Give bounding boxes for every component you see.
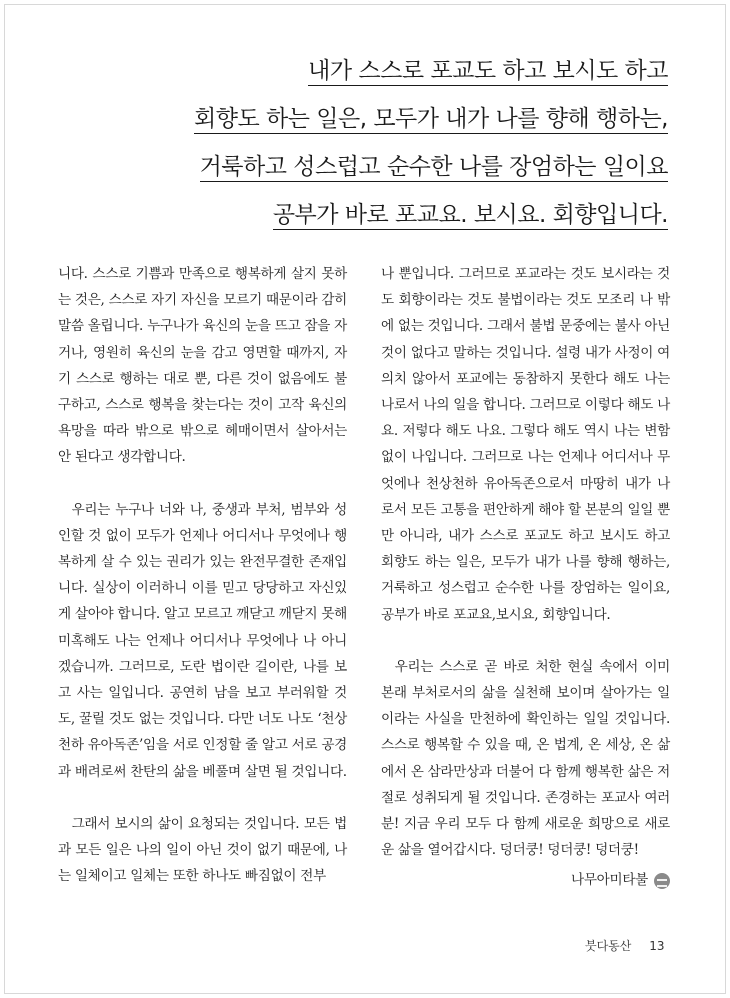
pull-quote-line: 내가 스스로 포교도 하고 보시도 하고 — [308, 58, 668, 84]
page-footer — [585, 937, 664, 954]
closing-prayer-text: 나무아미타불 — [571, 872, 648, 889]
body-paragraph: 나 뿐입니다. 그러므로 포교라는 것도 보시라는 것도 회향이라는 것도 불법이라는 것도 모조리 나 밖에 없는 것입니다. 그래서 불법 문중에는 불사 아닌 것이 없다고 말하는 것입니다. 설령 내가 사정이 여의치 않아서 포교에는 동참하지 못한다 해도 나는 나로서 나의 일을 합니다. 그러므로 이렇다 해도 나요. 저렇다 해도 나요. 그렇다 해도 역시 나는 변함 없이 나입니다. 그러므로 나는 언제나 어디서나 무엇에나 천상천하 유아독존으로서 마땅히 내가 나로서 모든 고통을 편안하게 해야 할 본분의 일일 뿐만 아니라, 내가 스스로 포교도 하고 보시도 하고 회향도 하는 일은, 모두가 내가 나를 향해 행하는, 거룩하고 성스럽고 순수한 나를 장엄하는 일이요, 공부가 바로 포교요,보시요, 회향입니다. — [381, 266, 670, 623]
pull-quote-line: 회향도 하는 일은, 모두가 내가 나를 향해 행하는, — [194, 106, 668, 132]
body-paragraph: 우리는 누구나 너와 나, 중생과 부처, 범부와 성인할 것 없이 모두가 언제나 어디서나 무엇에나 행복하게 살 수 있는 권리가 있는 완전무결한 존재입니다. 실상이 이러하니 이를 믿고 당당하고 자신있게 살아야 합니다. 알고 모르고 깨닫고 깨닫지 못해 미혹해도 나는 언제나 어디서나 무엇에나 나 아니겠습니까. 그러므로, 도란 법이란 길이란, 나를 보고 사는 일입니다. 공연히 남을 보고 부러워할 것도, 꿀릴 것도 없는 것입니다. 다만 너도 나도 ‘천상천하 유아독존’임을 서로 인정할 줄 알고 서로 공경과 배려로써 찬탄의 삶을 베풀며 살면 될 것입니다. — [58, 501, 347, 780]
pull-quote — [194, 50, 668, 242]
page-number: 13 — [649, 939, 665, 953]
body-paragraph: 우리는 스스로 곧 바로 처한 현실 속에서 이미 본래 부처로서의 삶을 실천해 보이며 살아가는 일이라는 사실을 만천하에 확인하는 일일 것입니다. 스스로 행복할 수 있을 때, 온 법계, 온 세상, 온 삶에서 온 삼라만상과 더불어 다 함께 행복한 삶은 저절로 성취되게 될 것입니다. 존경하는 포교사 여러분! 지금 우리 모두 다 함께 새로운 희망으로 새로운 삶을 열어갑시다. 덩더쿵! 덩더쿵! 덩더쿵! — [381, 658, 670, 859]
closing-prayer — [381, 867, 670, 893]
pull-quote-line: 거룩하고 성스럽고 순수한 나를 장엄하는 일이요 — [199, 154, 668, 180]
body-paragraph: 니다. 스스로 기쁨과 만족으로 행복하게 살지 못하는 것은, 스스로 자기 자신을 모르기 때문이라 감히 말씀 올립니다. 누구나가 육신의 눈을 뜨고 잠을 자거나, 영원히 육신의 눈을 감고 영면할 때까지, 자기 스스로 행하는 대로 뿐, 다른 것이 없음에도 불구하고, 스스로 행복을 찾는다는 것이 고작 육신의 욕망을 따라 밖으로 밖으로 헤매이면서 살아서는 안 된다고 생각합니다. — [58, 266, 347, 466]
dharma-emblem-icon — [654, 873, 670, 889]
publication-name: 붓다동산 — [585, 939, 632, 953]
body-paragraph: 그래서 보시의 삶이 요청되는 것입니다. 모든 법과 모든 일은 나의 일이 아닌 것이 없기 때문에, 나는 일체이고 일체는 또한 하나도 빠짐없이 전부 — [58, 815, 347, 885]
pull-quote-line: 공부가 바로 포교요. 보시요. 회향입니다. — [272, 202, 668, 228]
right-column — [381, 261, 670, 894]
left-column — [58, 261, 347, 915]
